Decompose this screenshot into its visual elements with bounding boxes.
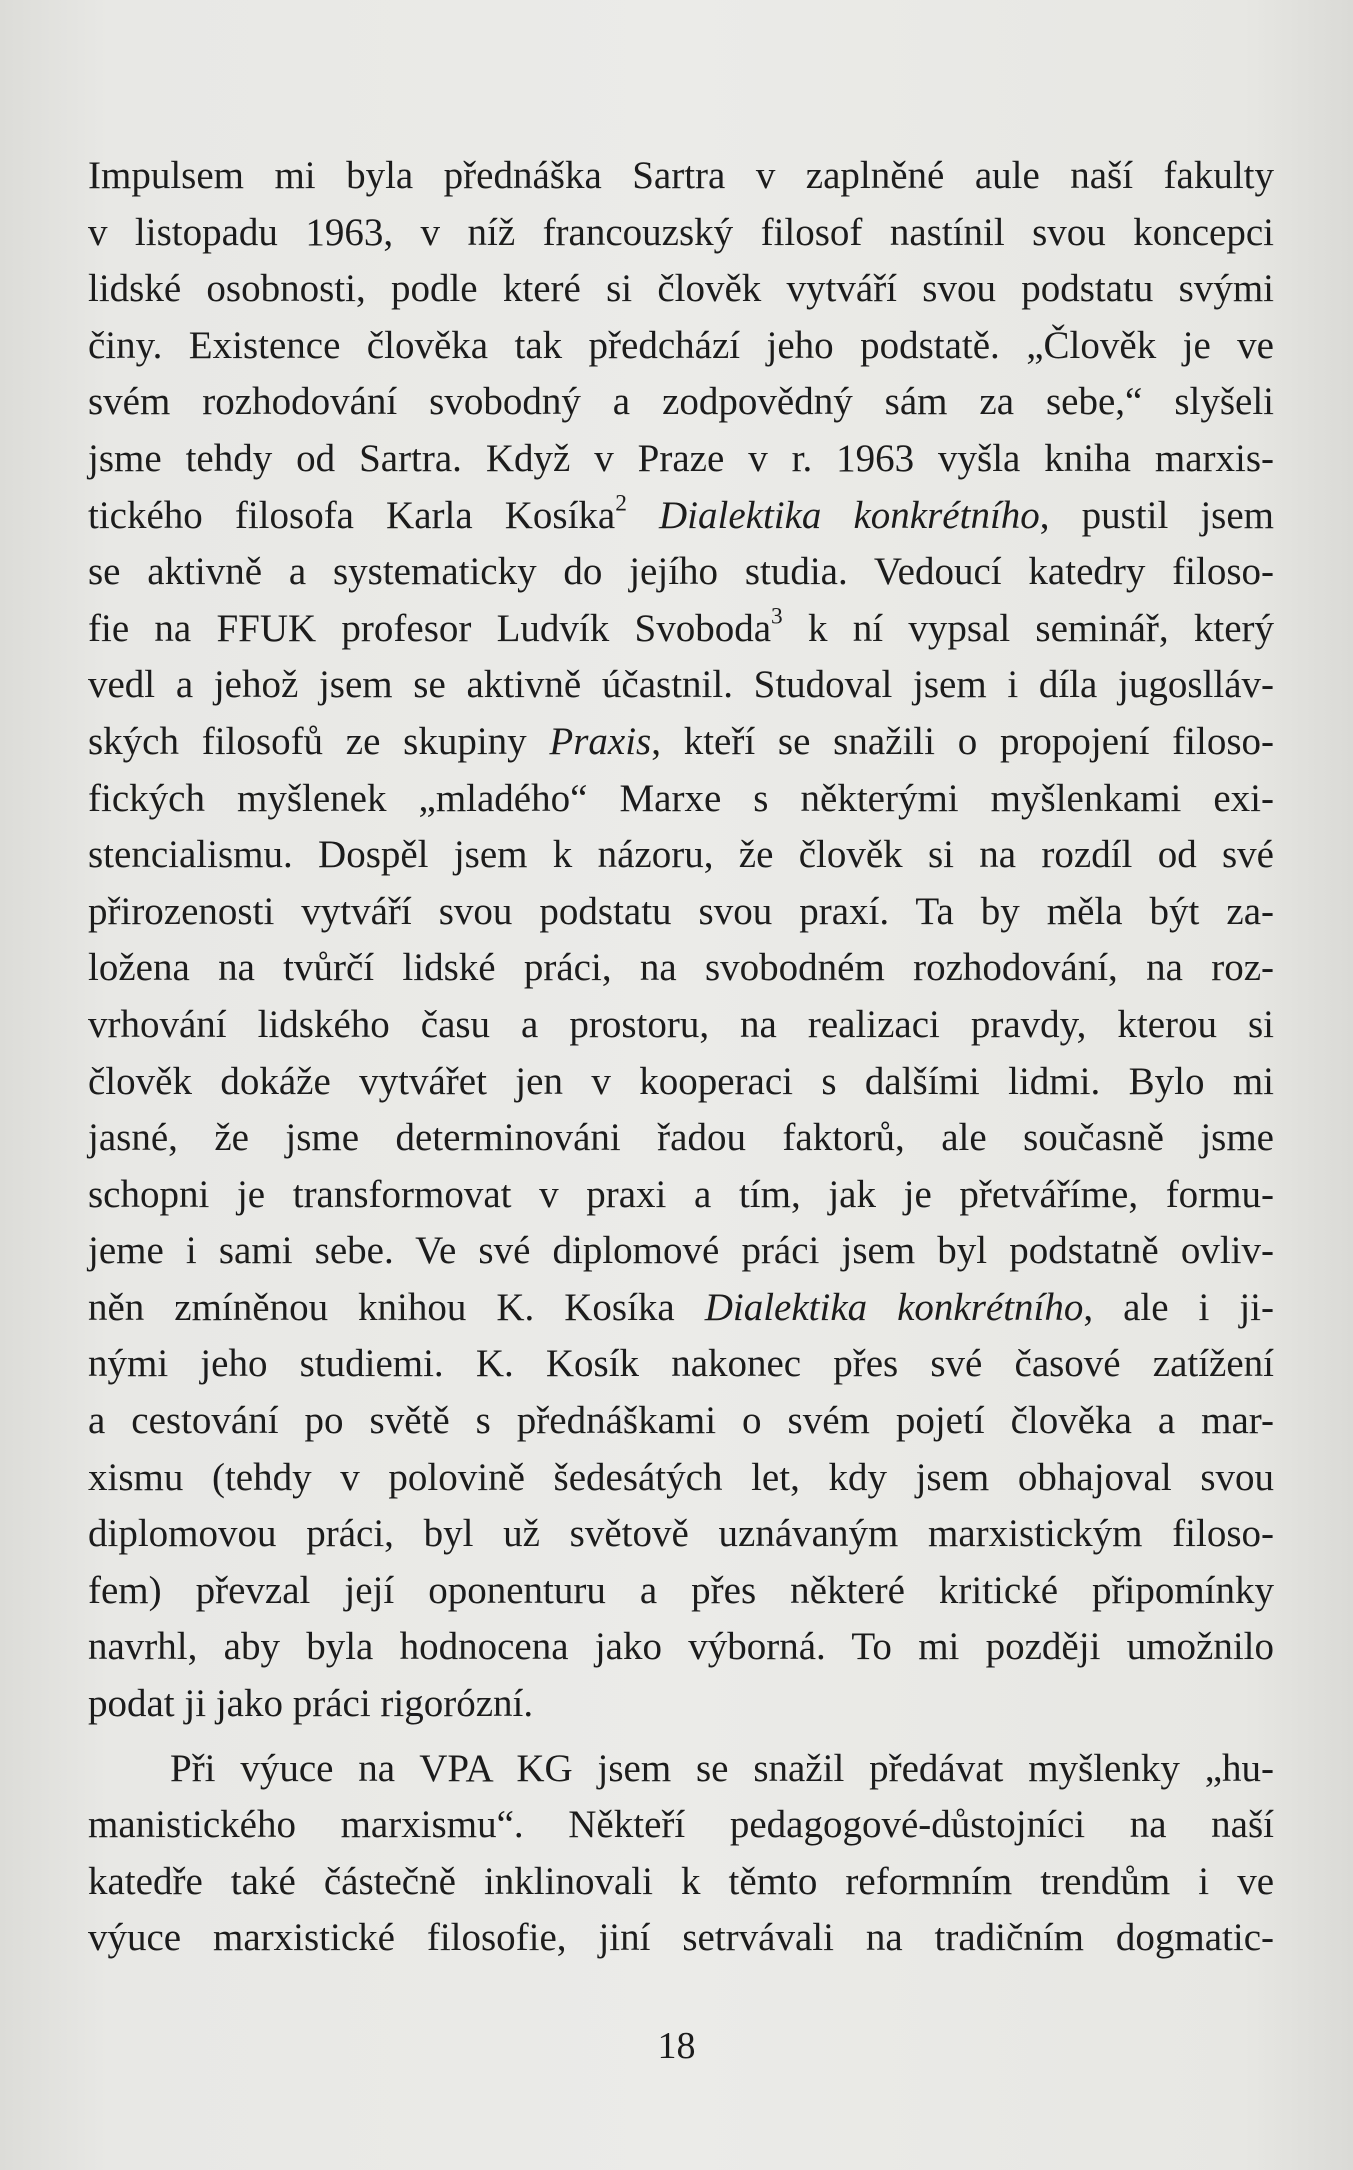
group-name: Praxis xyxy=(549,719,652,763)
text-line: Při výuce na VPA KG jsem se snažil předávat myšlenky „hu- xyxy=(170,1746,1274,1790)
text-line: fem) převzal její oponenturu a přes některé kritické připomínky xyxy=(88,1568,1274,1612)
text-line: nými jeho studiemi. K. Kosík nakonec přes své časové zatížení xyxy=(88,1342,1274,1386)
text-run: něn zmíněnou knihou K. Kosíka xyxy=(88,1285,705,1329)
text-line: ložena na tvůrčí lidské práci, na svobodném rozhodování, na roz- xyxy=(88,946,1274,990)
footnote-ref-3: 3 xyxy=(771,603,783,630)
text-line: manistického marxismu“. Někteří pedagogové-důstojníci na naší xyxy=(88,1803,1274,1847)
book-title: Dialektika konkrétního xyxy=(704,1285,1084,1329)
text-line xyxy=(88,1280,1274,1337)
text-line: výuce marxistické filosofie, jiní setrvávali na tradičním dogmatic- xyxy=(88,1916,1274,1960)
text-line xyxy=(88,488,1274,545)
text-line: podat ji jako práci rigorózní. xyxy=(88,1682,534,1726)
text-run: fie na FFUK profesor Ludvík Svoboda xyxy=(88,606,772,650)
text-run: , ale i ji- xyxy=(1083,1285,1275,1329)
text-line: Impulsem mi byla přednáška Sartra v zaplněné aule naší fakulty xyxy=(88,154,1274,197)
text-run: k ní vypsal seminář, který xyxy=(782,606,1274,650)
text-line: jasné, že jsme determinováni řadou faktorů, ale současně jsme xyxy=(88,1116,1274,1160)
page-number: 18 xyxy=(657,2025,696,2067)
text-line: vrhování lidského času a prostoru, na realizaci pravdy, kterou si xyxy=(88,1002,1274,1046)
text-run: tického filosofa Karla Kosíka xyxy=(88,493,616,537)
text-line: činy. Existence člověka tak předchází jeho podstatě. „Člověk je ve xyxy=(88,323,1274,367)
text-run: , pustil jsem xyxy=(1039,493,1275,537)
text-line: xismu (tehdy v polovině šedesátých let, kdy jsem obhajoval svou xyxy=(88,1455,1274,1499)
text-line xyxy=(88,601,1274,658)
text-line: se aktivně a systematicky do jejího studia. Vedoucí katedry filoso- xyxy=(88,550,1274,594)
text-line xyxy=(88,714,1274,771)
body-text xyxy=(88,148,1274,1967)
text-line: schopni je transformovat v praxi a tím, jak je přetváříme, formu- xyxy=(88,1172,1274,1216)
text-run: , kteří se snažili o propojení filoso- xyxy=(651,719,1274,763)
text-line: svém rozhodování svobodný a zodpovědný sám za sebe,“ slyšeli xyxy=(88,380,1274,424)
footnote-ref-2: 2 xyxy=(615,490,627,517)
text-line: a cestování po světě s přednáškami o svém pojetí člověka a mar- xyxy=(88,1399,1274,1443)
text-line: fických myšlenek „mladého“ Marxe s některými myšlenkami exi- xyxy=(88,776,1274,820)
text-line: navrhl, aby byla hodnocena jako výborná. To mi později umožnilo xyxy=(88,1625,1274,1669)
text-line: jeme i sami sebe. Ve své diplomové práci jsem byl podstatně ovliv- xyxy=(88,1229,1274,1273)
text-run: ských filosofů ze skupiny xyxy=(88,719,550,763)
book-title: Dialektika konkrétního xyxy=(659,493,1040,537)
text-line: stencialismu. Dospěl jsem k názoru, že člověk si na rozdíl od své xyxy=(88,833,1274,877)
text-line: jsme tehdy od Sartra. Když v Praze v r. 1963 vyšla kniha marxis- xyxy=(88,436,1274,480)
text-line: v listopadu 1963, v níž francouzský filosof nastínil svou koncepci xyxy=(88,210,1274,254)
text-line: katedře také částečně inklinovali k těmto reformním trendům i ve xyxy=(88,1859,1274,1903)
text-line: lidské osobnosti, podle které si člověk vytváří svou podstatu svými xyxy=(88,267,1274,311)
text-line: diplomovou práci, byl už světově uznávaným marxistickým filoso- xyxy=(88,1512,1274,1556)
text-line: vedl a jehož jsem se aktivně účastnil. Studoval jsem i díla jugoslláv- xyxy=(88,663,1274,707)
text-line: člověk dokáže vytvářet jen v kooperaci s dalšími lidmi. Bylo mi xyxy=(88,1059,1274,1103)
text-line: přirozenosti vytváří svou podstatu svou praxí. Ta by měla být za- xyxy=(88,889,1274,933)
